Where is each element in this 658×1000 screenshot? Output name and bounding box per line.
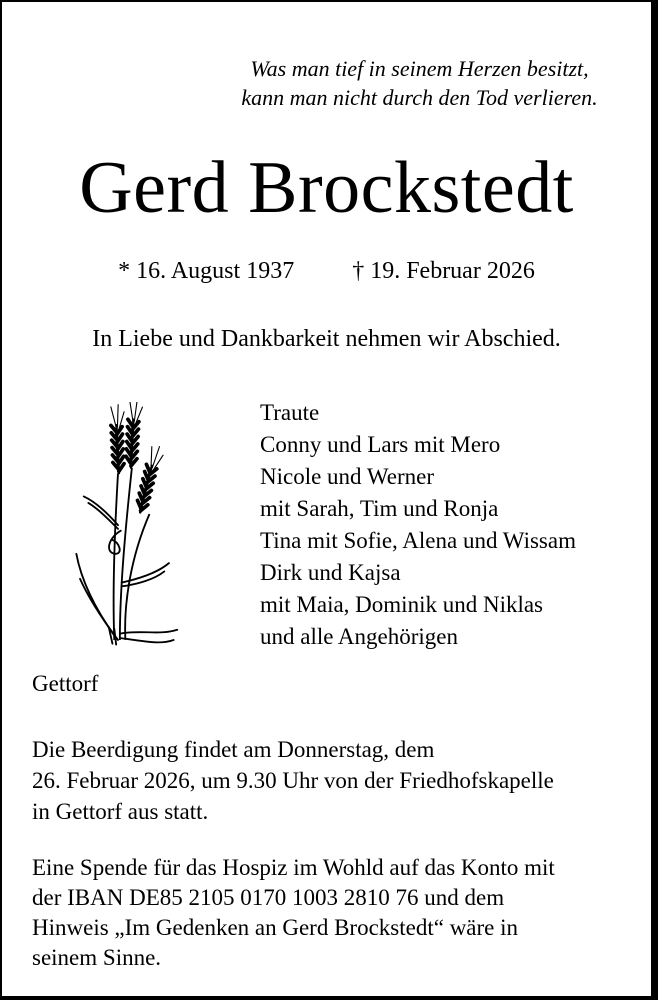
mourner-line: Traute <box>260 400 320 425</box>
epigraph-line: Was man tief in seinem Herzen besitzt, <box>250 56 589 81</box>
mourner-line: mit Maia, Dominik und Niklas <box>260 592 544 617</box>
mourner-line: Tina mit Sofie, Alena und Wissam <box>260 528 576 553</box>
mourner-line: Dirk und Kajsa <box>260 560 401 585</box>
birth-date: * 16. August 1937 <box>118 258 295 284</box>
mourner-line: mit Sarah, Tim und Ronja <box>260 496 499 521</box>
deceased-name: Gerd Brockstedt <box>79 147 574 229</box>
donation-line: seinem Sinne. <box>32 945 162 970</box>
mourners-list <box>260 397 576 653</box>
funeral-line: 26. Februar 2026, um 9.30 Uhr von der Friedhofskapelle <box>32 768 554 793</box>
mourner-line: und alle Angehörigen <box>260 624 459 649</box>
donation-line: Hinweis „Im Gedenken an Gerd Brockstedt“ wäre in <box>32 915 519 940</box>
wheat-stalks-icon <box>68 402 193 652</box>
funeral-line: Die Beerdigung findet am Donnerstag, dem <box>32 737 435 762</box>
death-date: † 19. Februar 2026 <box>352 258 535 284</box>
funeral-info <box>32 734 627 827</box>
place-name: Gettorf <box>32 671 99 696</box>
epigraph <box>197 54 642 112</box>
mourner-line: Nicole und Werner <box>260 464 434 489</box>
donation-info <box>32 853 627 973</box>
donation-line: Eine Spende für das Hospiz im Wohld auf das Konto mit <box>32 855 555 880</box>
funeral-line: in Gettorf aus statt. <box>32 799 209 824</box>
farewell-line: In Liebe und Dankbarkeit nehmen wir Abschied. <box>92 326 561 352</box>
life-dates <box>2 258 651 285</box>
mourner-line: Conny und Lars mit Mero <box>260 432 501 457</box>
epigraph-line: kann man nicht durch den Tod verlieren. <box>241 85 598 110</box>
donation-line: der IBAN DE85 2105 0170 1003 2810 76 und dem <box>32 885 505 910</box>
